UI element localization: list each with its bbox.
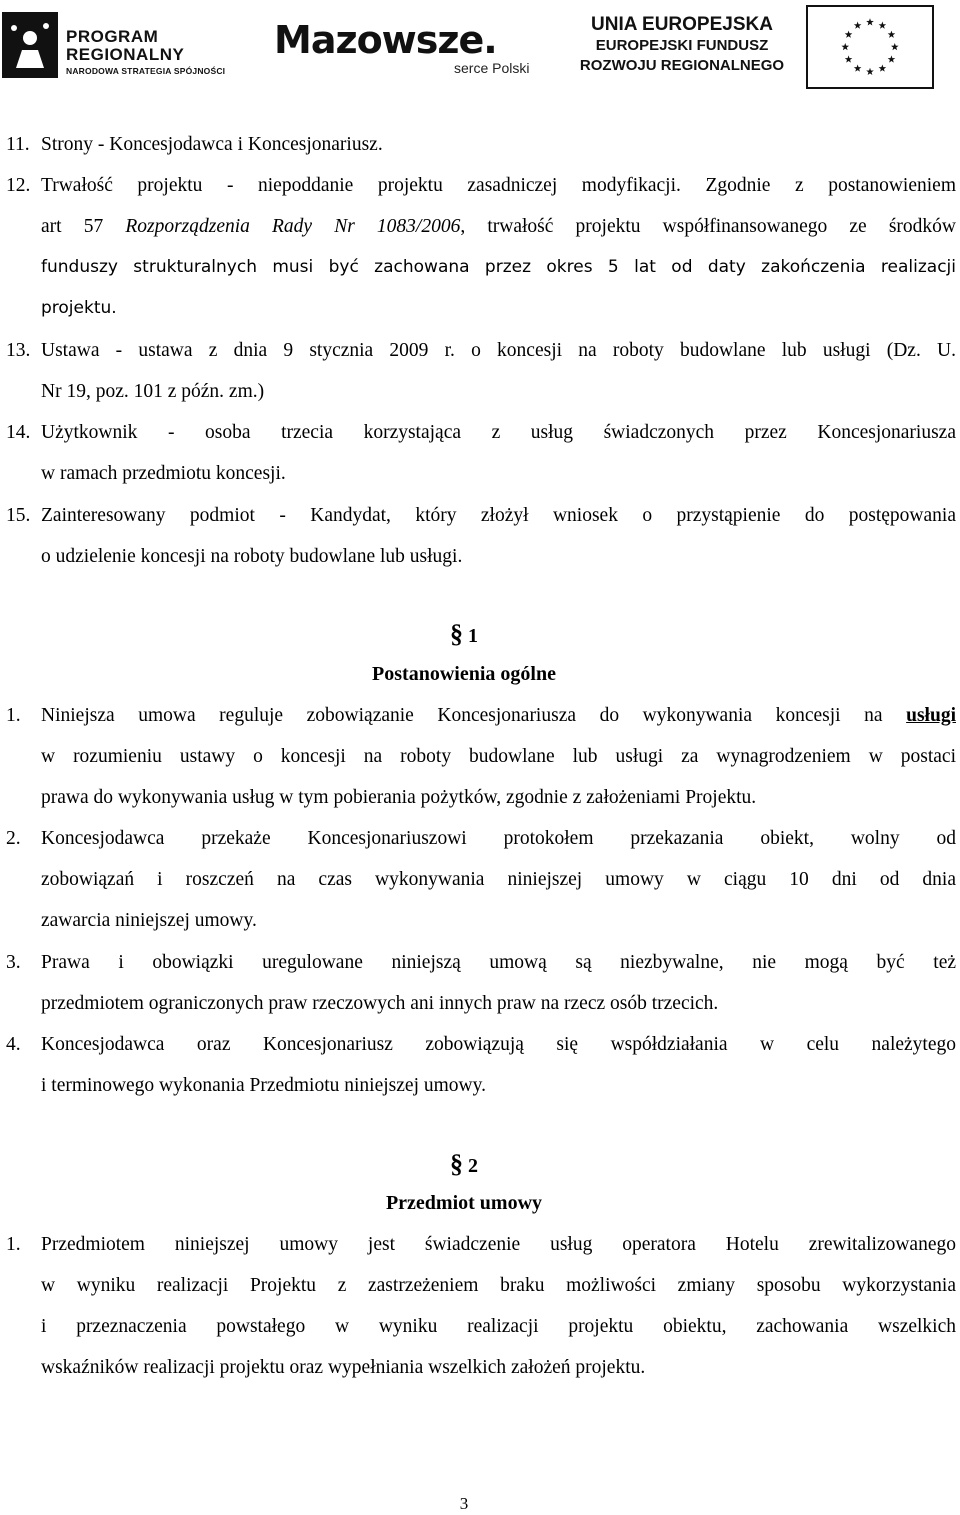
definition-15: [0, 495, 960, 536]
section-sign-icon: §: [450, 1149, 463, 1178]
definition-line: projektu.: [41, 298, 117, 318]
eu-flag-icon: [806, 5, 934, 89]
definition-line: , trwałość projektu współfinansowanego ze środków: [460, 216, 956, 237]
section-1-paragraph-4: [0, 1024, 960, 1065]
star-icon: [888, 55, 896, 62]
section-2-paragraph-1: [0, 1224, 960, 1265]
page-header: [0, 0, 960, 95]
definition-12: [0, 165, 960, 206]
section-1-paragraph-2: [0, 818, 960, 859]
definition-14-line2: [0, 453, 960, 494]
mazowsze-wordmark: Mazowsze.: [274, 18, 497, 62]
paragraph-line: Przedmiotem niniejszej umowy jest świadczenie usług operatora Hotelu zrewitalizowanego: [41, 1234, 956, 1255]
paragraph-line: Niniejsza umowa reguluje zobowiązanie Koncesjonariusza do wykonywania koncesji na: [41, 705, 907, 726]
definition-line: Zainteresowany podmiot - Kandydat, który złożył wniosek o przystąpienie do postępowania: [41, 505, 956, 526]
section-1-paragraph-1: [0, 695, 960, 736]
paragraph-line: zawarcia niniejszej umowy.: [41, 910, 257, 931]
list-number: 1.: [6, 705, 21, 726]
paragraph-line: prawa do wykonywania usług w tym pobierania pożytków, zgodnie z założeniami Projektu.: [41, 787, 757, 808]
definition-12-line3: [0, 247, 960, 288]
section-2-title: Przedmiot umowy: [385, 1192, 543, 1214]
star-icon: [888, 31, 896, 38]
definition-12-line2: [0, 206, 960, 247]
program-regionalny-logo: [0, 10, 230, 80]
eu-fund-logo: [574, 14, 790, 76]
section-2-number: § 2: [450, 1149, 478, 1178]
program-logo-line2: REGIONALNY: [66, 45, 185, 64]
eu-logo-line2: EUROPEJSKI FUNDUSZ: [595, 37, 769, 54]
paragraph-line: Koncesjodawca oraz Koncesjonariusz zobowiązują się współdziałania w celu należytego: [41, 1034, 956, 1055]
definition-line: Nr 19, poz. 101 z późn. zm.): [41, 381, 265, 402]
star-icon: [879, 64, 887, 71]
list-number: 14.: [6, 422, 31, 443]
star-icon: [845, 31, 853, 38]
definition-12-line4: [0, 288, 960, 329]
regulation-citation: Rozporządzenia Rady Nr 1083/2006: [125, 216, 461, 237]
paragraph-line: w rozumieniu ustawy o koncesji na roboty budowlane lub usługi za wynagrodzeniem w postaci: [41, 746, 956, 767]
paragraph-line: wskaźników realizacji projektu oraz wypełniania wszelkich założeń projektu.: [41, 1357, 646, 1378]
section-1-paragraph-3: [0, 942, 960, 983]
definition-line: o udzielenie koncesji na roboty budowlane lub usługi.: [41, 546, 463, 567]
paragraph-line: Koncesjodawca przekaże Koncesjonariuszowi protokołem przekazania obiekt, wolny od: [41, 828, 956, 849]
star-icon: [879, 22, 887, 29]
star-icon: [845, 55, 853, 62]
definition-line: art 57: [41, 216, 126, 237]
list-number: 2.: [6, 828, 21, 849]
section-1-title: Postanowienia ogólne: [372, 663, 556, 685]
definition-11: [0, 124, 960, 165]
star-icon: [854, 22, 862, 29]
definition-13-line2: [0, 371, 960, 412]
definition-13: [0, 330, 960, 371]
paragraph-line: i przeznaczenia powstałego w wyniku realizacji projektu obiektu, zachowania wszelkich: [41, 1316, 956, 1337]
program-logo-line3: NARODOWA STRATEGIA SPÓJNOŚCI: [66, 66, 226, 76]
definition-line: Użytkownik - osoba trzecia korzystająca z usług świadczonych przez Koncesjonariusza: [41, 422, 956, 443]
definition-line: funduszy strukturalnych musi być zachowana przez okres 5 lat od daty zakończenia realizacji: [41, 257, 956, 277]
list-number: 12.: [6, 175, 31, 196]
section-sign-icon: §: [450, 619, 463, 648]
paragraph-line: w wyniku realizacji Projektu z zastrzeżeniem braku możliwości zmiany sposobu wykorzystania: [41, 1275, 956, 1296]
star-icon: [891, 43, 899, 50]
program-emblem-icon: [0, 10, 60, 80]
list-number: 11.: [6, 134, 30, 155]
list-number: 3.: [6, 952, 21, 973]
star-icon: [866, 18, 874, 25]
star-icon: [841, 43, 849, 50]
eu-logo-line3: ROZWOJU REGIONALNEGO: [579, 57, 785, 74]
paragraph-line: Prawa i obowiązki uregulowane niniejszą umową są niezbywalne, nie mogą być też: [41, 952, 956, 973]
paragraph-line: i terminowego wykonania Przedmiotu niniejszej umowy.: [41, 1075, 486, 1096]
star-icon: [866, 68, 874, 75]
definition-line: w ramach przedmiotu koncesji.: [41, 463, 286, 484]
program-logo-line1: PROGRAM: [66, 27, 159, 46]
mazowsze-tagline: serce Polski: [454, 60, 530, 76]
section-1-number: § 1: [450, 619, 478, 648]
definition-text: Strony - Koncesjodawca i Koncesjonariusz.: [41, 134, 383, 155]
emphasized-term: usługi: [906, 705, 956, 726]
eu-logo-line1: UNIA EUROPEJSKA: [591, 14, 773, 35]
list-number: 4.: [6, 1034, 21, 1055]
paragraph-line: zobowiązań i roszczeń na czas wykonywania niniejszej umowy w ciągu 10 dni od dnia: [41, 869, 956, 890]
definition-14: [0, 412, 960, 453]
list-number: 15.: [6, 505, 31, 526]
definition-line: Ustawa - ustawa z dnia 9 stycznia 2009 r. o koncesji na roboty budowlane lub usługi (Dz. U.: [41, 340, 956, 361]
paragraph-line: przedmiotem ograniczonych praw rzeczowych ani innych praw na rzecz osób trzecich.: [41, 993, 719, 1014]
list-number: 13.: [6, 340, 31, 361]
page-number: 3: [459, 1494, 469, 1513]
list-number: 1.: [6, 1234, 21, 1255]
star-icon: [854, 64, 862, 71]
mazowsze-logo: [274, 18, 546, 80]
definition-15-line2: [0, 536, 960, 577]
definition-line: Trwałość projektu - niepoddanie projektu zasadniczej modyfikacji. Zgodnie z postanowieniem: [41, 175, 956, 196]
